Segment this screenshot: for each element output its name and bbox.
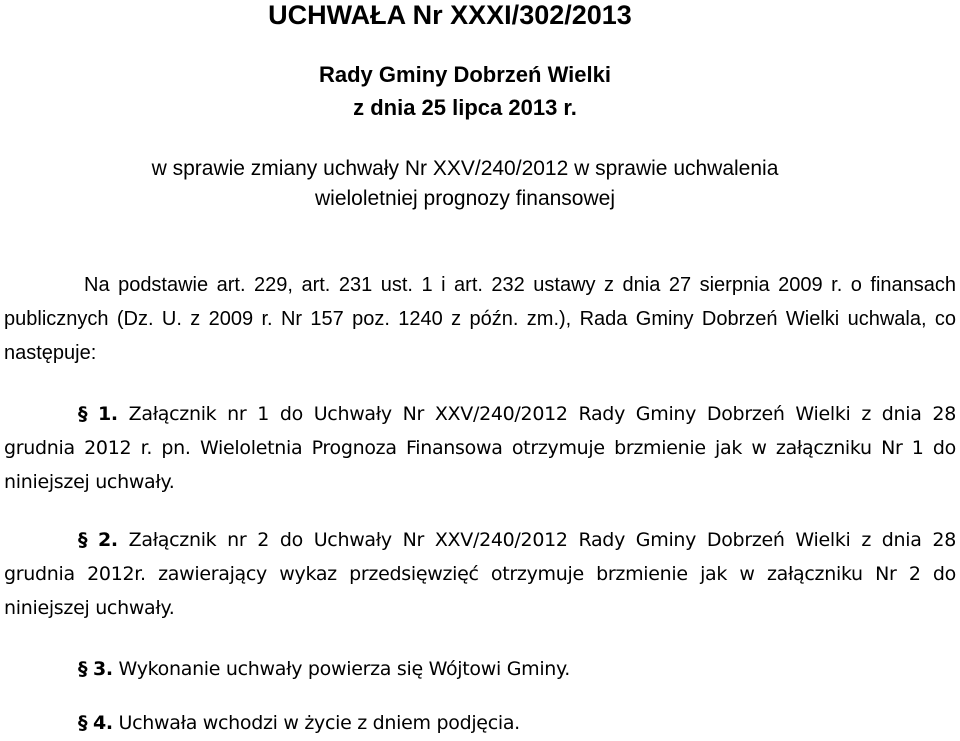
issuer-line: Rady Gminy Dobrzeń Wielki (319, 62, 611, 87)
paragraph-text: Załącznik nr 1 do Uchwały Nr XXV/240/2012 Rady Gminy Dobrzeń Wielki z dnia 28 grudnia 2012 r. pn. Wieloletnia Prognoza Finansowa otrzymuje brzmienie jak w załączniku Nr 1 do niniejszej uchwały. (4, 403, 956, 493)
subject-line-2: wieloletniej prognozy finansowej (314, 187, 615, 210)
paragraph-text: Załącznik nr 2 do Uchwały Nr XXV/240/2012 Rady Gminy Dobrzeń Wielki z dnia 28 grudnia 2012r. zawierający wykaz przedsięwzięć otrzymuje brzmienie jak w załączniku Nr 2 do niniejszej uchwały. (4, 529, 956, 619)
paragraph-1 (4, 397, 956, 499)
paragraph-4 (4, 706, 956, 740)
section-sign: § (78, 529, 88, 551)
paragraph-3 (4, 652, 956, 686)
section-sign: § (78, 658, 88, 680)
paragraph-text: Uchwała wchodzi w życie z dniem podjęcia. (112, 712, 520, 734)
section-sign: § (78, 403, 88, 425)
subject-line-1: w sprawie zmiany uchwały Nr XXV/240/2012 w sprawie uchwalenia (151, 157, 779, 180)
paragraph-2 (4, 523, 956, 625)
section-sign: § (78, 712, 88, 734)
resolution-title: UCHWAŁA Nr XXXI/302/2013 (268, 0, 632, 30)
paragraph-number: 3. (92, 658, 113, 680)
paragraph-text: Wykonanie uchwały powierza się Wójtowi Gminy. (112, 658, 571, 680)
preamble: Na podstawie art. 229, art. 231 ust. 1 i art. 232 ustawy z dnia 27 sierpnia 2009 r. o finansach publicznych (Dz. U. z 2009 r. Nr 157 poz. 1240 z późn. zm.), Rada Gminy Dobrzeń Wielki uchwala, co następuje: (4, 274, 956, 364)
paragraph-number: 1. (98, 403, 118, 425)
date-line: z dnia 25 lipca 2013 r. (353, 95, 577, 120)
paragraph-number: 4. (92, 712, 113, 734)
paragraph-number: 2. (98, 529, 118, 551)
